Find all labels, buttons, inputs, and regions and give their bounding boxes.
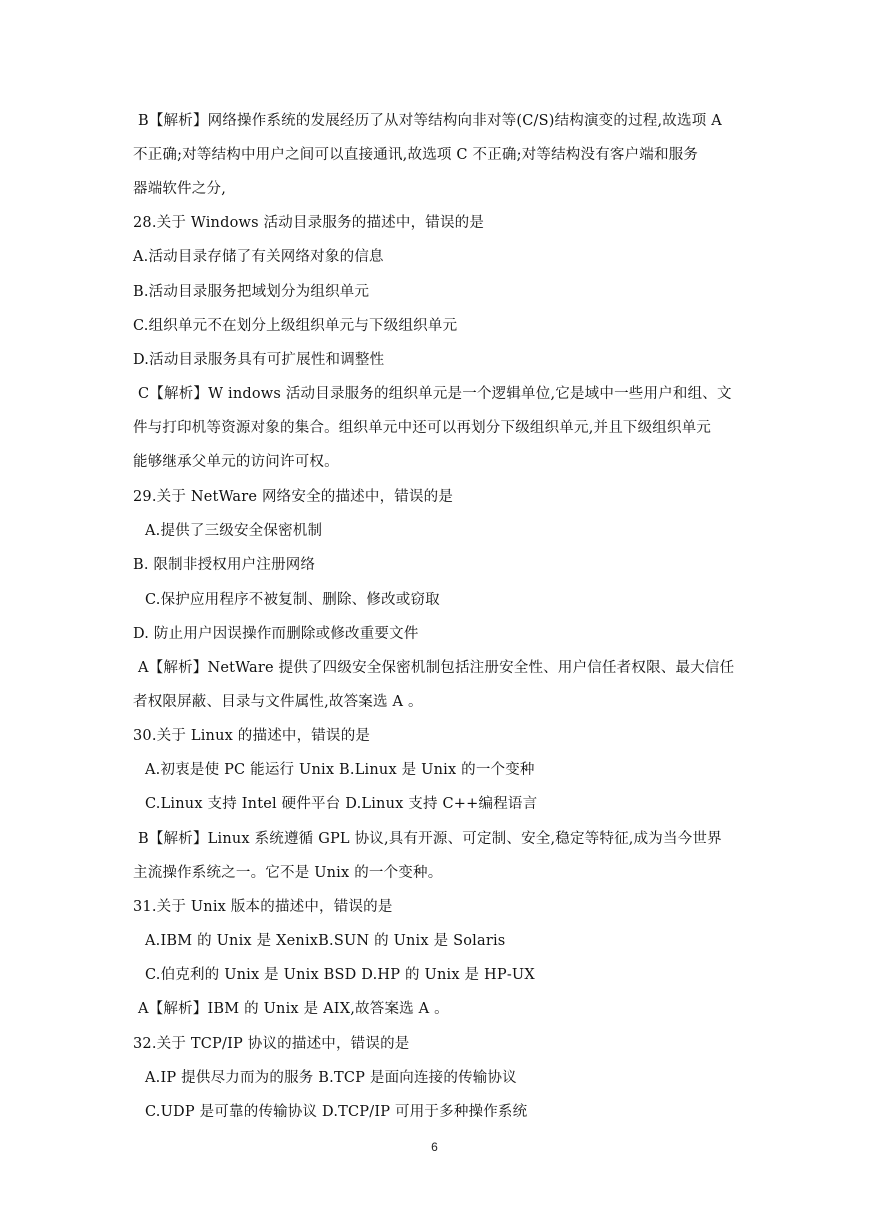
answer-28-explanation-line-3: 能够继承父单元的访问许可权。 <box>133 454 339 470</box>
question-30-options-cd: C.Linux 支持 Intel 硬件平台 D.Linux 支持 C++编程语言 <box>145 796 538 812</box>
question-28-option-c: C.组织单元不在划分上级组织单元与下级组织单元 <box>133 318 458 334</box>
question-32-options-cd: C.UDP 是可靠的传输协议 D.TCP/IP 可用于多种操作系统 <box>145 1104 528 1120</box>
answer-29-explanation-line-1: A【解析】NetWare 提供了四级安全保密机制包括注册安全性、用户信任者权限、最大信任 <box>138 660 735 676</box>
question-32: 32.关于 TCP/IP 协议的描述中，错误的是 <box>133 1036 410 1052</box>
question-29-option-c: C.保护应用程序不被复制、删除、修改或窃取 <box>145 592 440 608</box>
question-32-options-ab: A.IP 提供尽力而为的服务 B.TCP 是面向连接的传输协议 <box>145 1070 517 1086</box>
question-28-option-d: D.活动目录服务具有可扩展性和调整性 <box>133 352 385 368</box>
answer-28-explanation-line-2: 件与打印机等资源对象的集合。组织单元中还可以再划分下级组织单元,并且下级组织单元 <box>133 420 712 436</box>
answer-27-explanation-line-3: 器端软件之分, <box>133 181 227 197</box>
answer-31-explanation: A【解析】IBM 的 Unix 是 AIX,故答案选 A 。 <box>138 1001 449 1017</box>
question-31-options-cd: C.伯克利的 Unix 是 Unix BSD D.HP 的 Unix 是 HP‐UX <box>145 967 535 983</box>
question-31-options-ab: A.IBM 的 Unix 是 XenixB.SUN 的 Unix 是 Solaris <box>145 933 506 949</box>
question-29: 29.关于 NetWare 网络安全的描述中，错误的是 <box>133 489 454 505</box>
question-29-option-a: A.提供了三级安全保密机制 <box>145 523 323 539</box>
question-29-option-d: D. 防止用户因误操作而删除或修改重要文件 <box>133 626 419 642</box>
question-30-options-ab: A.初衷是使 PC 能运行 Unix B.Linux 是 Unix 的一个变种 <box>145 762 535 778</box>
question-31: 31.关于 Unix 版本的描述中，错误的是 <box>133 899 393 915</box>
page-number: 6 <box>431 1140 438 1154</box>
question-28-option-b: B.活动目录服务把域划分为组织单元 <box>133 284 370 300</box>
answer-27-explanation-line-1: B【解析】网络操作系统的发展经历了从对等结构向非对等(C/S)结构演变的过程,故选项 A <box>138 113 722 129</box>
question-28-option-a: A.活动目录存储了有关网络对象的信息 <box>133 249 384 265</box>
question-28: 28.关于 Windows 活动目录服务的描述中，错误的是 <box>133 215 485 231</box>
answer-30-explanation-line-1: B【解析】Linux 系统遵循 GPL 协议,具有开源、可定制、安全,稳定等特征,成为当今世界 <box>138 831 722 847</box>
answer-27-explanation-line-2: 不正确;对等结构中用户之间可以直接通讯,故选项 C 不正确;对等结构没有客户端和服务 <box>133 147 699 163</box>
question-29-option-b: B. 限制非授权用户注册网络 <box>133 557 316 573</box>
question-30: 30.关于 Linux 的描述中，错误的是 <box>133 728 371 744</box>
answer-30-explanation-line-2: 主流操作系统之一。它不是 Unix 的一个变种。 <box>133 865 443 881</box>
answer-29-explanation-line-2: 者权限屏蔽、目录与文件属性,故答案选 A 。 <box>133 694 423 710</box>
answer-28-explanation-line-1: C【解析】W indows 活动目录服务的组织单元是一个逻辑单位,它是域中一些用户和组、文 <box>138 386 732 402</box>
